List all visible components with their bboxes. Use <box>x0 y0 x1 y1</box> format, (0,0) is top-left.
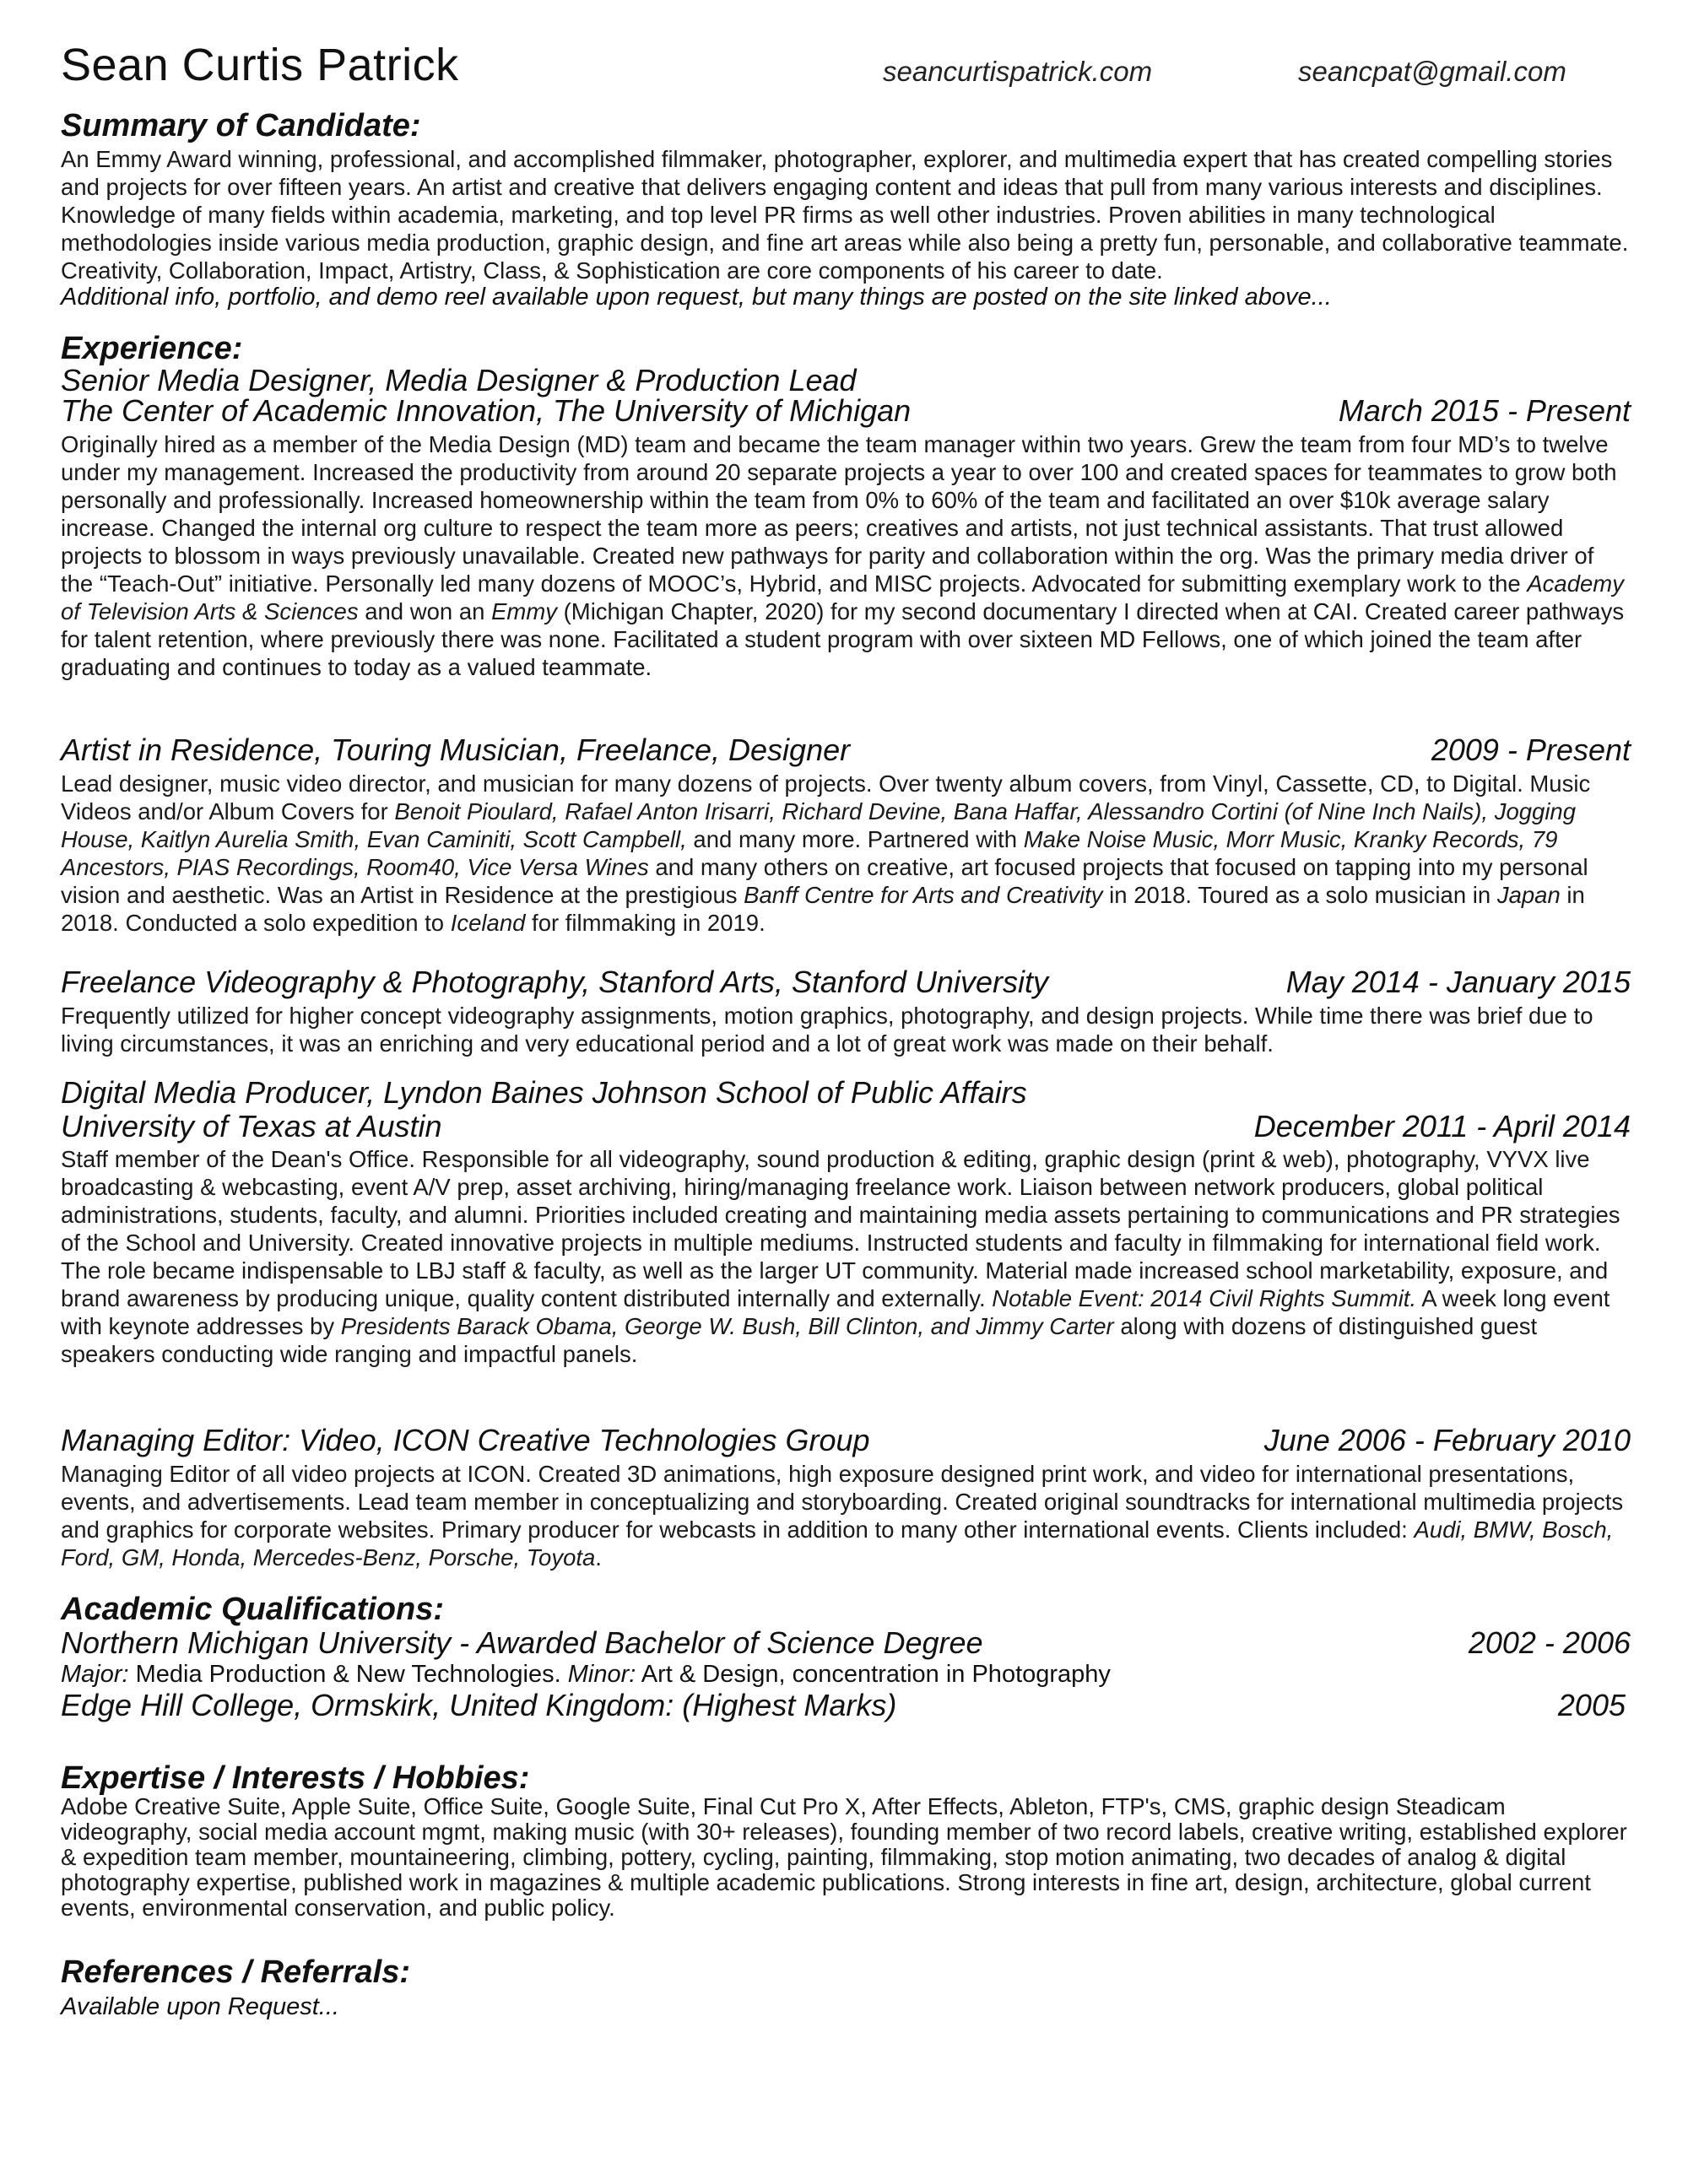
job1-description: Originally hired as a member of the Media Design (MD) team and became the team manager within two years. Grew the team from four MD’s to twelve under my management. Increased the productivity from around 20 separate projects a year to over 100 and created spaces for teammates to grow both personally and professionally. Increased homeownership within the team from 0% to 60% of the team and facilitated an over $10k average salary increase. Changed the internal org culture to respect the team more as peers; creatives and artists, not just technical assistants. That trust allowed projects to blossom in ways previously unavailable. Created new pathways for parity and collaboration within the org. Was the primary media driver of the “Teach-Out” initiative. Personally led many dozens of MOOC’s, Hybrid, and MISC projects. Advocated for submitting exemplary work to the Academy of Television Arts & Sciences and won an Emmy (Michigan Chapter, 2020) for my second documentary I directed when at CAI. Created career pathways for talent retention, where previously there was none. Facilitated a student program with over sixteen MD Fellows, one of which joined the team after graduating and continues to today as a valued teammate. <box>61 431 1625 680</box>
job4-role: Digital Media Producer, Lyndon Baines Johnson School of Public Affairs <box>61 1075 1027 1110</box>
references-heading: References / Referrals: <box>61 1954 410 1990</box>
summary-note: Additional info, portfolio, and demo reel available upon request, but many things are posted on the site linked above... <box>61 284 1332 311</box>
job5-role: Managing Editor: Video, ICON Creative Technologies Group <box>61 1423 870 1457</box>
job2-dates: 2009 - Present <box>1431 733 1631 767</box>
summary-heading: Summary of Candidate: <box>61 108 421 143</box>
job1-dates: March 2015 - Present <box>1338 393 1631 428</box>
job1-organization: The Center of Academic Innovation, The University of Michigan <box>61 393 912 428</box>
expertise-heading: Expertise / Interests / Hobbies: <box>61 1760 530 1796</box>
experience-heading: Experience: <box>61 331 243 366</box>
academic-heading: Academic Qualifications: <box>61 1592 445 1627</box>
email-link[interactable]: seancpat@gmail.com <box>1298 56 1566 87</box>
job5-description: Managing Editor of all video projects at ICON. Created 3D animations, high exposure designed print work, and video for international presentations, events, and advertisements. Lead team member in conceptualizing and storyboarding. Created original soundtracks for international multimedia projects and graphics for corporate websites. Primary producer for webcasts in addition to many other international events. Clients included: Audi, BMW, Bosch, Ford, GM, Honda, Mercedes-Benz, Porsche, Toyota. <box>61 1461 1624 1570</box>
job1-role: Senior Media Designer, Media Designer & Production Lead <box>61 363 857 397</box>
candidate-name: Sean Curtis Patrick <box>61 40 459 90</box>
job4-description: Staff member of the Dean's Office. Responsible for all videography, sound production & editing, graphic design (print & web), photography, VYVX live broadcasting & webcasting, event A/V prep, asset archiving, hiring/managing freelance work. Liaison between network producers, global political administrations, students, faculty, and alumni. Priorities included creating and maintaining media assets pertaining to communications and PR strategies of the School and University. Created innovative projects in multiple mediums. Instructed students and faculty in filmmaking for international field work. The role became indispensable to LBJ staff & faculty, as well as the larger UT community. Material made increased school marketability, exposure, and brand awareness by producing unique, quality content distributed internally and externally. Notable Event: 2014 Civil Rights Summit. A week long event with keynote addresses by Presidents Barack Obama, George W. Bush, Bill Clinton, and Jimmy Carter along with dozens of distinguished guest speakers conducting wide ranging and impactful panels. <box>61 1146 1620 1367</box>
expertise-body: Adobe Creative Suite, Apple Suite, Office Suite, Google Suite, Final Cut Pro X, After Effects, Ableton, FTP's, CMS, graphic design Steadicam videography, social media account mgmt, making music (with 30+ releases), founding member of two record labels, creative writing, established explorer & expedition team member, mountaineering, climbing, pottery, cycling, painting, filmmaking, stop motion animating, two decades of analog & digital photography expertise, published work in magazines & multiple academic publications. Strong interests in fine art, design, architecture, global current events, environmental conservation, and public policy. <box>61 1793 1627 1921</box>
job3-description: Frequently utilized for higher concept videography assignments, motion graphics, photography, and design projects. While time there was brief due to living circumstances, it was an enriching and very educational period and a lot of great work was made on their behalf. <box>61 1003 1593 1057</box>
job3-dates: May 2014 - January 2015 <box>1285 965 1631 999</box>
summary-body: An Emmy Award winning, professional, and accomplished filmmaker, photographer, explorer, and multimedia expert that has created compelling stories and projects for over fifteen years. An artist and creative that delivers engaging content and ideas that pull from many various interests and disciplines. Knowledge of many fields within academia, marketing, and top level PR firms as well other industries. Proven abilities in many technological methodologies inside various media production, graphic design, and fine art areas while also being a pretty fun, personable, and collaborative teammate. Creativity, Collaboration, Impact, Artistry, Class, & Sophistication are core components of his career to date. <box>61 146 1629 284</box>
school2-name: Edge Hill College, Ormskirk, United Kingdom: (Highest Marks) <box>61 1688 897 1722</box>
job2-description: Lead designer, music video director, and musician for many dozens of projects. Over twenty album covers, from Vinyl, Cassette, CD, to Digital. Music Videos and/or Album Covers for Benoit Pioulard, Rafael Anton Irisarri, Richard Devine, Bana Haffar, Alessandro Cortini (of Nine Inch Nails), Jogging House, Kaitlyn Aurelia Smith, Evan Caminiti, Scott Campbell, and many more. Partnered with Make Noise Music, Morr Music, Kranky Records, 79 Ancestors, PIAS Recordings, Room40, Vice Versa Wines and many others on creative, art focused projects that focused on tapping into my personal vision and aesthetic. Was an Artist in Residence at the prestigious Banff Centre for Arts and Creativity in 2018. Toured as a solo musician in Japan in 2018. Conducted a solo expedition to Iceland for filmmaking in 2019. <box>61 770 1591 936</box>
school1-major-minor: Major: Media Production & New Technologies. Minor: Art & Design, concentration in Photography <box>61 1661 1111 1688</box>
job4-organization: University of Texas at Austin <box>61 1109 442 1143</box>
job4-dates: December 2011 - April 2014 <box>1253 1109 1631 1143</box>
references-body: Available upon Request... <box>61 1993 339 2020</box>
job2-role: Artist in Residence, Touring Musician, Freelance, Designer <box>61 733 851 767</box>
website-link[interactable]: seancurtispatrick.com <box>883 56 1153 87</box>
school1-dates: 2002 - 2006 <box>1468 1625 1631 1660</box>
school1-name: Northern Michigan University - Awarded Bachelor of Science Degree <box>61 1625 983 1660</box>
job5-dates: June 2006 - February 2010 <box>1263 1423 1631 1457</box>
school2-dates: 2005 <box>1557 1688 1626 1722</box>
job3-role: Freelance Videography & Photography, Stanford Arts, Stanford University <box>61 965 1048 999</box>
